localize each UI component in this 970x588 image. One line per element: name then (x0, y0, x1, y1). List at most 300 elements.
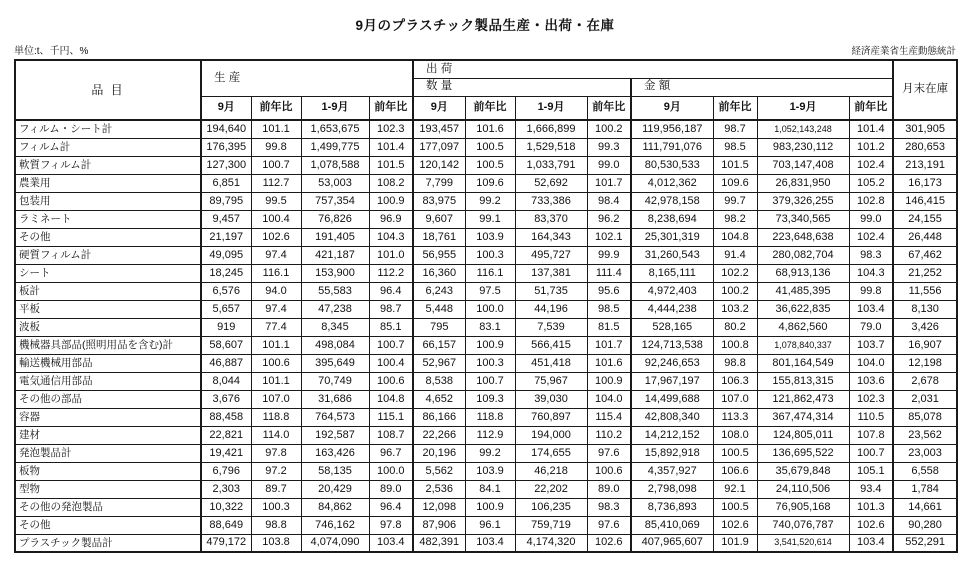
header-amt-cum-yoy: 前年比 (849, 96, 893, 120)
value-cell: 99.8 (251, 138, 301, 156)
value-cell: 100.7 (251, 156, 301, 174)
value-cell: 109.6 (465, 174, 515, 192)
value-cell: 99.3 (587, 138, 631, 156)
value-cell: 194,640 (201, 120, 251, 138)
value-cell: 95.6 (587, 282, 631, 300)
item-cell: その他 (15, 228, 201, 246)
table-row (15, 462, 957, 480)
value-cell: 41,485,395 (757, 282, 849, 300)
item-cell: その他の部品 (15, 390, 201, 408)
value-cell: 97.4 (251, 300, 301, 318)
value-cell: 109.6 (713, 174, 757, 192)
value-cell: 101.5 (369, 156, 413, 174)
value-cell: 85,410,069 (631, 516, 713, 534)
value-cell: 26,831,950 (757, 174, 849, 192)
value-cell: 102.6 (713, 516, 757, 534)
value-cell: 100.4 (369, 354, 413, 372)
value-cell: 100.7 (465, 372, 515, 390)
value-cell: 6,796 (201, 462, 251, 480)
value-cell: 4,652 (413, 390, 465, 408)
value-cell: 98.8 (251, 516, 301, 534)
value-cell: 102.6 (849, 516, 893, 534)
value-cell: 92,246,653 (631, 354, 713, 372)
value-cell: 18,245 (201, 264, 251, 282)
inventory-cell: 213,191 (893, 156, 957, 174)
value-cell: 98.4 (587, 192, 631, 210)
value-cell: 96.1 (465, 516, 515, 534)
value-cell: 52,967 (413, 354, 465, 372)
value-cell: 104.0 (849, 354, 893, 372)
value-cell: 36,622,835 (757, 300, 849, 318)
value-cell: 17,967,197 (631, 372, 713, 390)
header-prod-month: 9月 (201, 96, 251, 120)
value-cell: 127,300 (201, 156, 251, 174)
value-cell: 85.1 (369, 318, 413, 336)
value-cell: 97.5 (465, 282, 515, 300)
inventory-cell: 14,661 (893, 498, 957, 516)
inventory-cell: 16,173 (893, 174, 957, 192)
table-row (15, 246, 957, 264)
header-production: 生 産 (201, 60, 413, 96)
value-cell: 102.1 (587, 228, 631, 246)
value-cell: 94.0 (251, 282, 301, 300)
value-cell: 100.4 (251, 210, 301, 228)
value-cell: 733,386 (515, 192, 587, 210)
value-cell: 5,562 (413, 462, 465, 480)
value-cell: 103.6 (849, 372, 893, 390)
value-cell: 764,573 (301, 408, 369, 426)
header-qty-cum-yoy: 前年比 (587, 96, 631, 120)
value-cell: 47,238 (301, 300, 369, 318)
value-cell: 100.9 (369, 192, 413, 210)
value-cell: 108.0 (713, 426, 757, 444)
value-cell: 99.8 (849, 282, 893, 300)
value-cell: 31,260,543 (631, 246, 713, 264)
value-cell: 101.5 (713, 156, 757, 174)
value-cell: 22,202 (515, 480, 587, 498)
value-cell: 118.8 (465, 408, 515, 426)
value-cell: 421,187 (301, 246, 369, 264)
value-cell: 51,735 (515, 282, 587, 300)
value-cell: 99.5 (251, 192, 301, 210)
value-cell: 6,851 (201, 174, 251, 192)
inventory-cell: 1,784 (893, 480, 957, 498)
header-prod-cum-yoy: 前年比 (369, 96, 413, 120)
value-cell: 107.8 (849, 426, 893, 444)
value-cell: 96.2 (587, 210, 631, 228)
value-cell: 8,165,111 (631, 264, 713, 282)
value-cell: 5,657 (201, 300, 251, 318)
value-cell: 25,301,319 (631, 228, 713, 246)
value-cell: 100.5 (465, 156, 515, 174)
value-cell: 191,405 (301, 228, 369, 246)
value-cell: 164,343 (515, 228, 587, 246)
value-cell: 98.2 (713, 210, 757, 228)
value-cell: 9,457 (201, 210, 251, 228)
value-cell: 3,676 (201, 390, 251, 408)
inventory-cell: 90,280 (893, 516, 957, 534)
value-cell: 91.4 (713, 246, 757, 264)
value-cell: 101.6 (587, 354, 631, 372)
value-cell: 102.4 (849, 228, 893, 246)
table-row (15, 336, 957, 354)
value-cell: 46,887 (201, 354, 251, 372)
value-cell: 4,357,927 (631, 462, 713, 480)
value-cell: 84.1 (465, 480, 515, 498)
value-cell: 5,448 (413, 300, 465, 318)
table-row (15, 174, 957, 192)
value-cell: 379,326,255 (757, 192, 849, 210)
value-cell: 52,692 (515, 174, 587, 192)
value-cell: 102.8 (849, 192, 893, 210)
value-cell: 112.7 (251, 174, 301, 192)
value-cell: 98.5 (587, 300, 631, 318)
value-cell: 99.2 (465, 444, 515, 462)
value-cell: 75,967 (515, 372, 587, 390)
inventory-cell: 11,556 (893, 282, 957, 300)
value-cell: 58,135 (301, 462, 369, 480)
value-cell: 983,230,112 (757, 138, 849, 156)
table-row (15, 138, 957, 156)
table-row (15, 444, 957, 462)
value-cell: 18,761 (413, 228, 465, 246)
value-cell: 757,354 (301, 192, 369, 210)
value-cell: 20,196 (413, 444, 465, 462)
value-cell: 740,076,787 (757, 516, 849, 534)
value-cell: 98.3 (849, 246, 893, 264)
table-row (15, 318, 957, 336)
value-cell: 96.9 (369, 210, 413, 228)
item-cell: その他 (15, 516, 201, 534)
value-cell: 24,110,506 (757, 480, 849, 498)
inventory-cell: 26,448 (893, 228, 957, 246)
value-cell: 99.0 (849, 210, 893, 228)
item-cell: 輸送機械用部品 (15, 354, 201, 372)
value-cell: 96.4 (369, 498, 413, 516)
header-amt-yoy: 前年比 (713, 96, 757, 120)
value-cell: 111,791,076 (631, 138, 713, 156)
value-cell: 113.3 (713, 408, 757, 426)
value-cell: 102.3 (849, 390, 893, 408)
value-cell: 103.2 (713, 300, 757, 318)
value-cell: 100.7 (369, 336, 413, 354)
item-cell: 波板 (15, 318, 201, 336)
value-cell: 101.7 (587, 174, 631, 192)
value-cell: 395,649 (301, 354, 369, 372)
table-row (15, 390, 957, 408)
value-cell: 103.4 (849, 534, 893, 552)
item-cell: その他の発泡製品 (15, 498, 201, 516)
value-cell: 103.9 (465, 228, 515, 246)
value-cell: 100.5 (713, 498, 757, 516)
value-cell: 280,082,704 (757, 246, 849, 264)
value-cell: 116.1 (465, 264, 515, 282)
header-quantity: 数 量 (413, 78, 631, 96)
value-cell: 103.4 (465, 534, 515, 552)
value-cell: 101.4 (369, 138, 413, 156)
header-amt-cum: 1-9月 (757, 96, 849, 120)
value-cell: 96.7 (369, 444, 413, 462)
value-cell: 174,655 (515, 444, 587, 462)
value-cell: 83,370 (515, 210, 587, 228)
value-cell: 110.5 (849, 408, 893, 426)
value-cell: 3,541,520,614 (757, 534, 849, 552)
value-cell: 1,529,518 (515, 138, 587, 156)
item-cell: 型物 (15, 480, 201, 498)
value-cell: 118.8 (251, 408, 301, 426)
value-cell: 119,956,187 (631, 120, 713, 138)
value-cell: 100.5 (465, 138, 515, 156)
value-cell: 88,458 (201, 408, 251, 426)
value-cell: 495,727 (515, 246, 587, 264)
header-amt-month: 9月 (631, 96, 713, 120)
value-cell: 86,166 (413, 408, 465, 426)
value-cell: 105.1 (849, 462, 893, 480)
value-cell: 100.7 (849, 444, 893, 462)
item-cell: ラミネート (15, 210, 201, 228)
value-cell: 4,862,560 (757, 318, 849, 336)
inventory-cell: 2,031 (893, 390, 957, 408)
value-cell: 22,821 (201, 426, 251, 444)
value-cell: 87,906 (413, 516, 465, 534)
value-cell: 528,165 (631, 318, 713, 336)
value-cell: 1,653,675 (301, 120, 369, 138)
item-cell: 平板 (15, 300, 201, 318)
value-cell: 1,052,143,248 (757, 120, 849, 138)
item-cell: 電気通信用部品 (15, 372, 201, 390)
value-cell: 100.3 (251, 498, 301, 516)
value-cell: 100.9 (587, 372, 631, 390)
header-prod-cum: 1-9月 (301, 96, 369, 120)
value-cell: 919 (201, 318, 251, 336)
table-row (15, 228, 957, 246)
header-item: 品 目 (15, 60, 201, 120)
value-cell: 760,897 (515, 408, 587, 426)
value-cell: 46,218 (515, 462, 587, 480)
value-cell: 68,913,136 (757, 264, 849, 282)
value-cell: 1,033,791 (515, 156, 587, 174)
value-cell: 98.8 (713, 354, 757, 372)
value-cell: 703,147,408 (757, 156, 849, 174)
value-cell: 79.0 (849, 318, 893, 336)
value-cell: 137,381 (515, 264, 587, 282)
value-cell: 176,395 (201, 138, 251, 156)
value-cell: 101.7 (587, 336, 631, 354)
value-cell: 97.6 (587, 444, 631, 462)
value-cell: 482,391 (413, 534, 465, 552)
value-cell: 70,749 (301, 372, 369, 390)
item-cell: シート (15, 264, 201, 282)
header-qty-month: 9月 (413, 96, 465, 120)
value-cell: 22,266 (413, 426, 465, 444)
table-row (15, 282, 957, 300)
value-cell: 7,799 (413, 174, 465, 192)
inventory-cell: 12,198 (893, 354, 957, 372)
header-prod-yoy: 前年比 (251, 96, 301, 120)
table-row (15, 192, 957, 210)
value-cell: 102.4 (849, 156, 893, 174)
value-cell: 92.1 (713, 480, 757, 498)
item-cell: 板計 (15, 282, 201, 300)
header-amount: 金 額 (631, 78, 893, 96)
inventory-cell: 301,905 (893, 120, 957, 138)
value-cell: 98.5 (713, 138, 757, 156)
value-cell: 4,074,090 (301, 534, 369, 552)
table-row (15, 480, 957, 498)
value-cell: 97.8 (251, 444, 301, 462)
item-cell: 建材 (15, 426, 201, 444)
source-note: 経済産業省生産動態統計 (851, 46, 956, 57)
value-cell: 100.5 (713, 444, 757, 462)
value-cell: 108.2 (369, 174, 413, 192)
item-cell: 軟質フィルム計 (15, 156, 201, 174)
value-cell: 35,679,848 (757, 462, 849, 480)
item-cell: 包装用 (15, 192, 201, 210)
value-cell: 106.6 (713, 462, 757, 480)
value-cell: 42,808,340 (631, 408, 713, 426)
value-cell: 99.0 (587, 156, 631, 174)
item-cell: 機械器具部品(照明用品を含む)計 (15, 336, 201, 354)
value-cell: 100.6 (369, 372, 413, 390)
value-cell: 4,174,320 (515, 534, 587, 552)
value-cell: 89,795 (201, 192, 251, 210)
value-cell: 1,499,775 (301, 138, 369, 156)
value-cell: 746,162 (301, 516, 369, 534)
value-cell: 223,648,638 (757, 228, 849, 246)
value-cell: 100.2 (587, 120, 631, 138)
value-cell: 89.0 (587, 480, 631, 498)
value-cell: 14,212,152 (631, 426, 713, 444)
table-row (15, 210, 957, 228)
value-cell: 81.5 (587, 318, 631, 336)
value-cell: 2,536 (413, 480, 465, 498)
table-row (15, 372, 957, 390)
value-cell: 121,862,473 (757, 390, 849, 408)
value-cell: 193,457 (413, 120, 465, 138)
value-cell: 107.0 (251, 390, 301, 408)
value-cell: 101.1 (251, 372, 301, 390)
table-row (15, 156, 957, 174)
value-cell: 8,736,893 (631, 498, 713, 516)
value-cell: 107.0 (713, 390, 757, 408)
value-cell: 1,078,588 (301, 156, 369, 174)
value-cell: 8,345 (301, 318, 369, 336)
value-cell: 155,813,315 (757, 372, 849, 390)
value-cell: 6,243 (413, 282, 465, 300)
value-cell: 89.0 (369, 480, 413, 498)
inventory-cell: 24,155 (893, 210, 957, 228)
value-cell: 84,862 (301, 498, 369, 516)
value-cell: 2,798,098 (631, 480, 713, 498)
value-cell: 116.1 (251, 264, 301, 282)
header-inventory: 月末在庫 (893, 60, 957, 120)
value-cell: 101.0 (369, 246, 413, 264)
value-cell: 103.8 (251, 534, 301, 552)
value-cell: 96.4 (369, 282, 413, 300)
value-cell: 111.4 (587, 264, 631, 282)
table-row (15, 120, 957, 138)
value-cell: 759,719 (515, 516, 587, 534)
value-cell: 15,892,918 (631, 444, 713, 462)
value-cell: 77.4 (251, 318, 301, 336)
value-cell: 105.2 (849, 174, 893, 192)
value-cell: 93.4 (849, 480, 893, 498)
statistics-table (14, 59, 958, 553)
value-cell: 97.8 (369, 516, 413, 534)
inventory-cell: 2,678 (893, 372, 957, 390)
value-cell: 104.8 (369, 390, 413, 408)
value-cell: 104.3 (849, 264, 893, 282)
value-cell: 367,474,314 (757, 408, 849, 426)
value-cell: 101.6 (465, 120, 515, 138)
value-cell: 479,172 (201, 534, 251, 552)
value-cell: 104.8 (713, 228, 757, 246)
value-cell: 97.2 (251, 462, 301, 480)
value-cell: 103.4 (849, 300, 893, 318)
value-cell: 101.9 (713, 534, 757, 552)
value-cell: 99.7 (713, 192, 757, 210)
inventory-cell: 23,003 (893, 444, 957, 462)
value-cell: 801,164,549 (757, 354, 849, 372)
value-cell: 114.0 (251, 426, 301, 444)
inventory-cell: 552,291 (893, 534, 957, 552)
value-cell: 9,607 (413, 210, 465, 228)
value-cell: 76,905,168 (757, 498, 849, 516)
table-row (15, 264, 957, 282)
value-cell: 101.3 (849, 498, 893, 516)
value-cell: 83,975 (413, 192, 465, 210)
inventory-cell: 21,252 (893, 264, 957, 282)
value-cell: 76,826 (301, 210, 369, 228)
item-cell: 発泡製品計 (15, 444, 201, 462)
value-cell: 108.7 (369, 426, 413, 444)
value-cell: 101.4 (849, 120, 893, 138)
value-cell: 4,972,403 (631, 282, 713, 300)
value-cell: 97.6 (587, 516, 631, 534)
value-cell: 16,360 (413, 264, 465, 282)
header-qty-cum: 1-9月 (515, 96, 587, 120)
value-cell: 102.6 (587, 534, 631, 552)
value-cell: 102.3 (369, 120, 413, 138)
value-cell: 89.7 (251, 480, 301, 498)
inventory-cell: 280,653 (893, 138, 957, 156)
value-cell: 451,418 (515, 354, 587, 372)
value-cell: 110.2 (587, 426, 631, 444)
table-row (15, 498, 957, 516)
value-cell: 21,197 (201, 228, 251, 246)
table-row (15, 408, 957, 426)
table-row (15, 354, 957, 372)
item-cell: フィルム・シート計 (15, 120, 201, 138)
value-cell: 58,607 (201, 336, 251, 354)
value-cell: 98.7 (369, 300, 413, 318)
value-cell: 66,157 (413, 336, 465, 354)
value-cell: 100.9 (465, 498, 515, 516)
item-cell: フィルム計 (15, 138, 201, 156)
value-cell: 101.2 (849, 138, 893, 156)
value-cell: 153,900 (301, 264, 369, 282)
value-cell: 100.9 (465, 336, 515, 354)
value-cell: 115.1 (369, 408, 413, 426)
table-header (15, 60, 957, 120)
value-cell: 53,003 (301, 174, 369, 192)
value-cell: 103.7 (849, 336, 893, 354)
table-row (15, 516, 957, 534)
value-cell: 100.0 (465, 300, 515, 318)
inventory-cell: 8,130 (893, 300, 957, 318)
value-cell: 124,713,538 (631, 336, 713, 354)
value-cell: 8,538 (413, 372, 465, 390)
